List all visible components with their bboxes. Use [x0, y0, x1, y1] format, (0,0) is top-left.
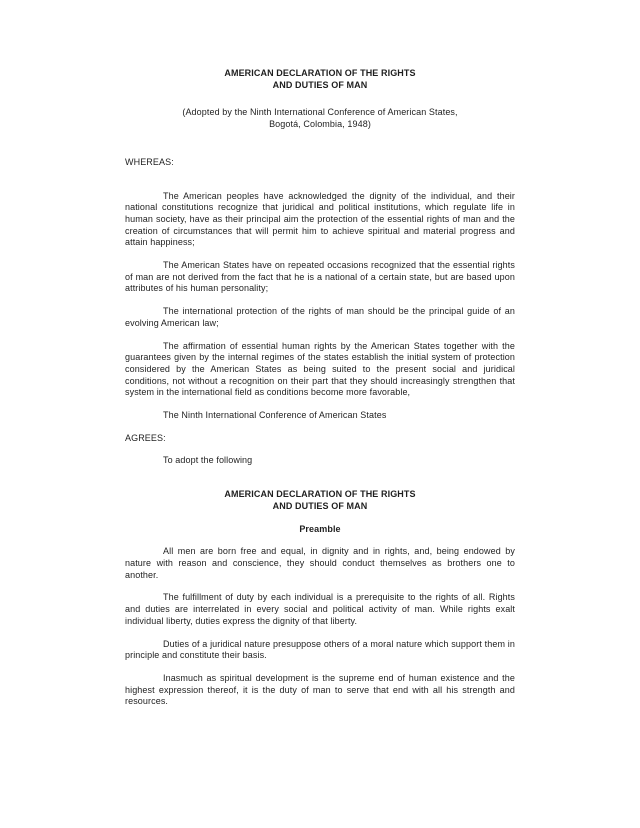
declaration-title-line-2: AND DUTIES OF MAN	[272, 500, 368, 511]
preamble-paragraph-3: Duties of a juridical nature presuppose others of a moral nature which support them in principle and constitute their basis.	[125, 638, 515, 661]
conference-line: The Ninth International Conference of American States	[163, 410, 387, 421]
whereas-paragraph-1: The American peoples have acknowledged the dignity of the individual, and their national constitutions recognize that juridical and political institutions, which regulate life in human society, have as their principal aim the protection of the essential rights of man and the creation of circumstances that will permit him to achieve spiritual and material progress and attain happiness;	[125, 190, 515, 248]
adoption-note	[125, 107, 515, 130]
adoption-note-line-2: Bogotá, Colombia, 1948)	[269, 119, 371, 130]
document-title-line-1: AMERICAN DECLARATION OF THE RIGHTS	[224, 68, 416, 78]
preamble-paragraph-4: Inasmuch as spiritual development is the supreme end of human existence and the highest expression thereof, it is the duty of man to serve that end with all his strength and resources.	[125, 672, 515, 707]
whereas-paragraph-4: The affirmation of essential human rights by the American States together with the guarantees given by the internal regimes of the states establish the initial system of protection considered by the American States as being suited to the present social and juridical conditions, not without a recognition on their part that they should increasingly strengthen that system in the international field as conditions become more favorable,	[125, 340, 515, 398]
document-title-line-2: AND DUTIES OF MAN	[272, 79, 368, 90]
agrees-label: AGREES:	[125, 432, 166, 443]
document-title	[125, 68, 515, 91]
adopt-line: To adopt the following	[163, 455, 253, 466]
declaration-title-line-1: AMERICAN DECLARATION OF THE RIGHTS	[224, 489, 416, 500]
whereas-paragraph-3: The international protection of the rights of man should be the principal guide of an evolving American law;	[125, 306, 515, 328]
preamble-paragraph-1: All men are born free and equal, in dignity and in rights, and, being endowed by nature with reason and conscience, they should conduct themselves as brothers one to another.	[125, 546, 515, 580]
preamble-paragraph-2: The fulfillment of duty by each individual is a prerequisite to the rights of all. Rights and duties are interrelated in every social and political activity of man. While rights exalt individual liberty, duties express the dignity of that liberty.	[125, 592, 515, 626]
whereas-paragraph-2: The American States have on repeated occasions recognized that the essential rights of man are not derived from the fact that he is a national of a certain state, but are based upon attributes of his human personality;	[125, 260, 515, 294]
preamble-heading: Preamble	[299, 523, 341, 534]
declaration-title	[125, 489, 515, 512]
whereas-label: WHEREAS:	[125, 156, 174, 167]
adoption-note-line-1: (Adopted by the Ninth International Conference of American States,	[182, 107, 458, 118]
